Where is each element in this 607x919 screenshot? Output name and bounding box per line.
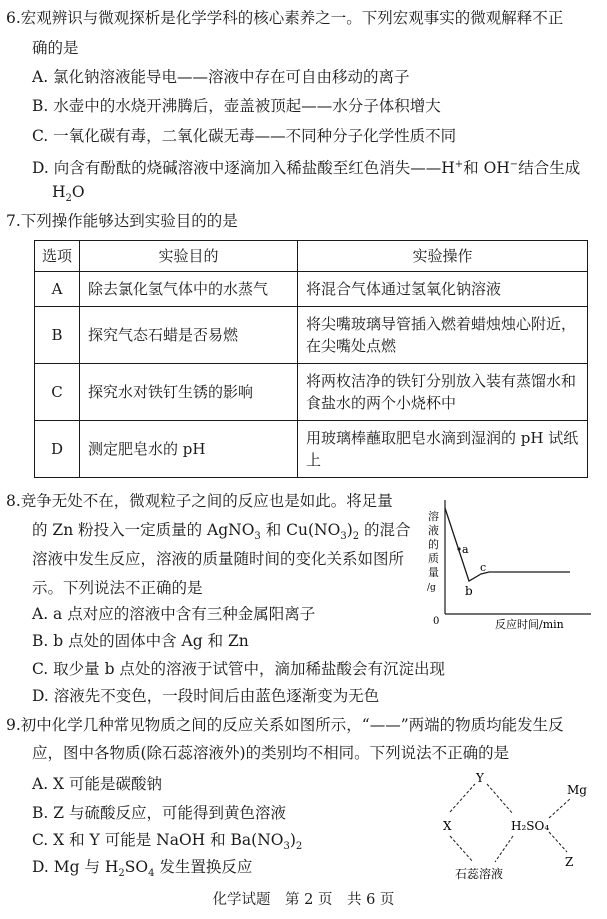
link-y-acid xyxy=(487,784,513,814)
table-cell-goal: 探究水对铁钉生锈的影响 xyxy=(80,364,298,421)
graph-label-a: a xyxy=(462,543,469,556)
link-acid-z xyxy=(549,832,567,852)
q8-l2-part1: 的 Zn 粉投入一定质量的 AgNO xyxy=(32,521,255,539)
table-row xyxy=(35,364,588,421)
q8-option-c: C. 取少量 b 点处的溶液于试管中，滴加稀盐酸会有沉淀出现 xyxy=(32,660,445,678)
graph-label-c: c xyxy=(480,561,487,574)
q9-stem-line1: 9.初中化学几种常见物质之间的反应关系如图所示，“——”两端的物质均能发生反 xyxy=(6,716,564,734)
q6-option-d xyxy=(32,155,580,178)
graph-ylabel-char: 量 xyxy=(428,566,439,579)
q8-l2-sub2: 3 xyxy=(340,531,347,543)
table-cell-operation: 将尖嘴玻璃导管插入燃着蜡烛烛心附近，在尖嘴处点燃 xyxy=(298,307,588,364)
diagram-node-z: Z xyxy=(565,855,574,869)
q6-option-d-cont xyxy=(52,182,85,209)
table-header-row xyxy=(35,241,588,272)
link-acid-litmus xyxy=(495,836,513,862)
q8-l2-sub3: 2 xyxy=(352,531,360,543)
table-cell-goal: 探究气态石蜡是否易燃 xyxy=(80,307,298,364)
diagram-node-x: X xyxy=(443,819,452,833)
mass-time-graph xyxy=(425,496,595,631)
q6-option-c: C. 一氧化碳有毒，二氧化碳无毒——不同种分子化学性质不同 xyxy=(32,127,457,145)
table-cell-option: A xyxy=(35,272,80,307)
table-cell-option: D xyxy=(35,421,80,478)
diagram-node-y: Y xyxy=(476,771,484,785)
q8-stem-line4: 示。下列说法不正确的是 xyxy=(32,579,203,597)
graph-ylabel-char: 的 xyxy=(428,538,439,551)
q6-d-oh-charge: − xyxy=(509,159,519,170)
q9-c-part2: ) xyxy=(289,831,296,849)
q6-d-water-h: H xyxy=(52,183,66,201)
link-x-litmus xyxy=(450,836,473,862)
q9-option-c xyxy=(32,830,302,857)
q9-d-part1: D. Mg 与 H xyxy=(32,858,119,876)
q9-d-sub4: 4 xyxy=(148,868,155,880)
q9-c-sub3: 3 xyxy=(283,841,290,853)
table-cell-operation: 将混合气体通过氢氧化钠溶液 xyxy=(298,272,588,307)
q9-d-part2: SO xyxy=(124,858,149,876)
q9-option-d xyxy=(32,857,252,884)
table-row xyxy=(35,421,588,478)
q8-option-a: A. a 点对应的溶液中含有三种金属阳离子 xyxy=(32,605,316,623)
q6-d-water-sub: 2 xyxy=(65,193,72,205)
q6-d-text-3: 结合生成 xyxy=(518,159,581,178)
q9-option-a: A. X 可能是碳酸钠 xyxy=(32,775,163,793)
q6-d-h-charge: + xyxy=(454,159,464,170)
q9-c-part1: C. X 和 Y 可能是 NaOH 和 Ba(NO xyxy=(32,831,284,849)
graph-label-b: b xyxy=(465,584,473,598)
q8-option-d: D. 溶液先不变色，一段时间后由蓝色逐渐变为无色 xyxy=(32,687,380,705)
q6-stem-line1: 6.宏观辨识与微观探析是化学学科的核心素养之一。下列宏观事实的微观解释不正 xyxy=(6,9,564,27)
diagram-node-litmus: 石蕊溶液 xyxy=(455,867,504,881)
graph-ylabel-char: 质 xyxy=(428,552,439,565)
q7-stem: 7.下列操作能够达到实验目的的是 xyxy=(6,212,238,230)
q6-d-text-2: 和 OH xyxy=(463,159,510,178)
q6-option-b: B. 水壶中的水烧开沸腾后，壶盖被顶起——水分子体积增大 xyxy=(32,97,441,115)
graph-ylabel-char: 液 xyxy=(428,524,439,537)
table-cell-operation: 将两枚洁净的铁钉分别放入装有蒸馏水和食盐水的两个小烧杯中 xyxy=(298,364,588,421)
q8-l2-part3: ) xyxy=(346,521,353,539)
q6-d-water-o: O xyxy=(71,183,85,201)
q9-c-sub2: 2 xyxy=(295,841,303,853)
reaction-diagram xyxy=(425,770,605,890)
table-cell-operation: 用玻璃棒蘸取肥皂水滴到湿润的 pH 试纸上 xyxy=(298,421,588,478)
link-acid-mg xyxy=(549,798,571,818)
table-header-operation: 实验操作 xyxy=(298,241,588,272)
q9-stem-line2: 应，图中各物质(除石蕊溶液外)的类别均不相同。下列说法不正确的是 xyxy=(32,744,510,762)
table-row xyxy=(35,272,588,307)
table-cell-option: C xyxy=(35,364,80,421)
q8-option-b: B. b 点处的固体中含 Ag 和 Zn xyxy=(32,632,249,650)
graph-ylabel-char: 溶 xyxy=(428,510,439,523)
table-row xyxy=(35,307,588,364)
experiment-table xyxy=(34,240,588,478)
q8-l2-part2: 和 Cu(NO xyxy=(260,521,341,539)
q8-l2-part4: 的混合 xyxy=(359,521,411,539)
q6-stem-line2: 确的是 xyxy=(32,39,79,57)
q6-d-text-1: D. 向含有酚酞的烧碱溶液中逐滴加入稀盐酸至红色消失——H xyxy=(32,159,455,178)
table-cell-goal: 除去氯化氢气体中的水蒸气 xyxy=(80,272,298,307)
q6-option-a: A. 氯化钠溶液能导电——溶液中存在可自由移动的离子 xyxy=(32,68,410,86)
q8-stem-line1: 8.竞争无处不在，微观粒子之间的反应也是如此。将足量 xyxy=(6,492,393,510)
table-header-option: 选项 xyxy=(35,241,80,272)
q8-stem-line3: 溶液中发生反应，溶液的质量随时间的变化关系如图所 xyxy=(32,550,405,568)
graph-point-a xyxy=(457,547,460,550)
q9-d-sub2: 2 xyxy=(118,868,125,880)
page-footer: 化学试题 第 2 页 共 6 页 xyxy=(212,892,395,908)
diagram-node-h2so4: H₂SO₄ xyxy=(511,819,550,833)
table-cell-option: B xyxy=(35,307,80,364)
q8-l2-sub1: 3 xyxy=(254,531,261,543)
graph-origin: 0 xyxy=(433,616,440,627)
table-cell-goal: 测定肥皂水的 pH xyxy=(80,421,298,478)
q9-option-b: B. Z 与硫酸反应，可能得到黄色溶液 xyxy=(32,804,286,822)
q8-stem-line2 xyxy=(32,520,411,547)
link-x-y xyxy=(450,784,475,812)
q9-d-part3: 发生置换反应 xyxy=(154,858,253,876)
graph-xlabel: 反应时间/min xyxy=(495,618,564,631)
graph-ylabel-char: /g xyxy=(427,583,436,593)
table-header-goal: 实验目的 xyxy=(80,241,298,272)
diagram-node-mg: Mg xyxy=(567,783,587,797)
